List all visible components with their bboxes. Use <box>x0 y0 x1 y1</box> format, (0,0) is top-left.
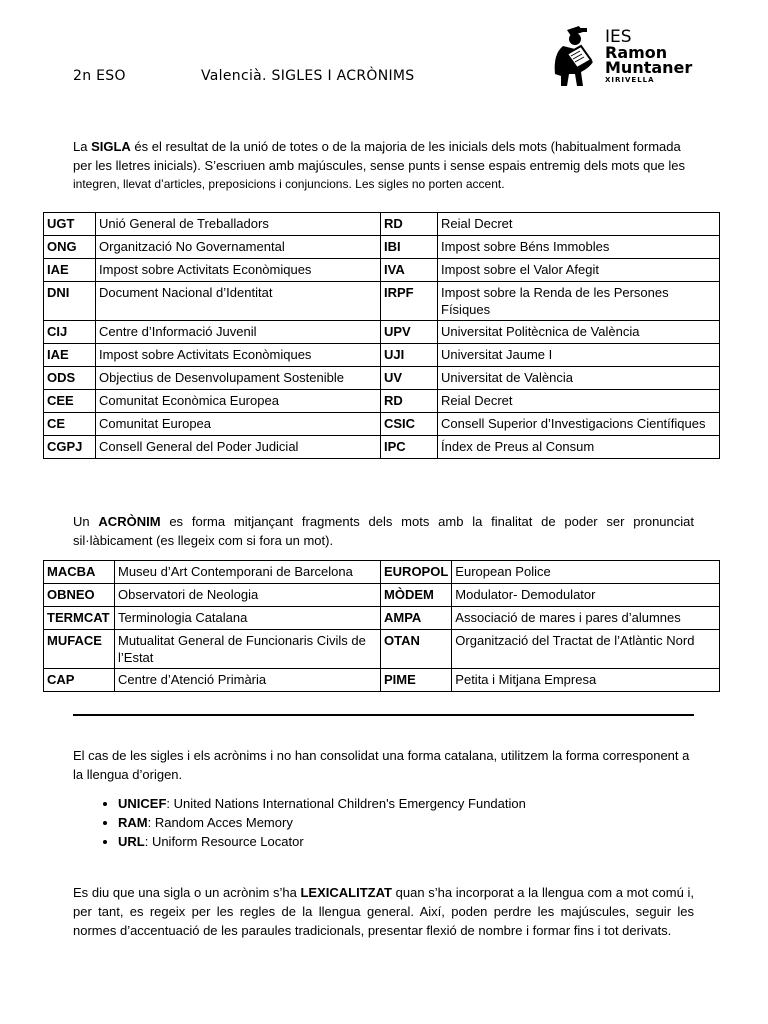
abbreviation-cell: CAP <box>44 669 115 692</box>
meaning-cell: Associació de mares i pares d’alumnes <box>452 607 720 630</box>
table-row <box>44 367 720 390</box>
lexicalitzat-term: LEXICALITZAT <box>300 885 392 900</box>
sigla-line1: és el resultat de la unió de totes o de la majoria de les inicials dels mots (habitualment formada <box>130 139 681 154</box>
table-row <box>44 282 720 321</box>
abbreviation-cell: IBI <box>381 236 438 259</box>
example-meaning: : United Nations International Children's Emergency Fundation <box>166 796 526 811</box>
table-row <box>44 413 720 436</box>
meaning-cell: Universitat de València <box>438 367 720 390</box>
abbreviation-cell: OTAN <box>381 630 452 669</box>
meaning-cell: Comunitat Econòmica Europea <box>96 390 381 413</box>
page-title: Valencià. SIGLES I ACRÒNIMS <box>201 68 415 84</box>
meaning-cell: European Police <box>452 561 720 584</box>
abbreviation-cell: UPV <box>381 321 438 344</box>
logo-line-ramon: Ramon <box>605 43 668 62</box>
meaning-cell: Centre d’Informació Juvenil <box>96 321 381 344</box>
table-row <box>44 213 720 236</box>
lexicalitzat-paragraph <box>73 883 694 940</box>
course-label: 2n ESO <box>73 68 126 84</box>
meaning-cell: Comunitat Europea <box>96 413 381 436</box>
table-row <box>44 321 720 344</box>
table-row <box>44 344 720 367</box>
meaning-cell: Reial Decret <box>438 213 720 236</box>
meaning-cell: Universitat Politècnica de València <box>438 321 720 344</box>
list-item <box>118 813 526 832</box>
lexicalitzat-pre: Es diu que una sigla o un acrònim s’ha <box>73 885 301 900</box>
abbreviation-cell: UJI <box>381 344 438 367</box>
sigla-line3: integren, llevat d’articles, preposicions i conjuncions. Les sigles no porten accent. <box>73 177 505 191</box>
meaning-cell: Organització No Governamental <box>96 236 381 259</box>
abbreviation-cell: IAE <box>44 344 96 367</box>
table-row <box>44 561 720 584</box>
list-item <box>118 794 526 813</box>
abbreviation-cell: IRPF <box>381 282 438 321</box>
meaning-cell: Terminologia Catalana <box>115 607 381 630</box>
abbreviation-cell: CSIC <box>381 413 438 436</box>
meaning-cell: Mutualitat General de Funcionaris Civils de l’Estat <box>115 630 381 669</box>
table-row <box>44 584 720 607</box>
meaning-cell: Document Nacional d’Identitat <box>96 282 381 321</box>
example-meaning: : Uniform Resource Locator <box>144 834 304 849</box>
abbreviation-cell: ODS <box>44 367 96 390</box>
meaning-cell: Índex de Preus al Consum <box>438 436 720 459</box>
sigles-table <box>43 212 720 459</box>
example-abbreviation: UNICEF <box>118 796 167 811</box>
foreign-note-line1: El cas de les sigles i els acrònims i no han consolidat una forma catalana, utilitzem la forma corresponent a <box>73 748 690 763</box>
acronim-term: ACRÒNIM <box>98 514 161 529</box>
table-row <box>44 436 720 459</box>
abbreviation-cell: IPC <box>381 436 438 459</box>
abbreviation-cell: CIJ <box>44 321 96 344</box>
sigla-definition <box>73 137 713 194</box>
table-row <box>44 607 720 630</box>
table-row <box>44 236 720 259</box>
school-logo <box>549 24 693 94</box>
sigla-term: SIGLA <box>91 139 131 154</box>
lexicalitzat-rest: quan s’ha incorporat a la llengua com a mot comú i, per tant, es regeix per les regles de la llengua general. Així, poden perdre les majúscules, seguir les normes d’accentuació de les paraules tradicionals, presentar flexió de nombre i formar fins i tot derivats. <box>73 885 694 938</box>
sigla-pre: La <box>73 139 92 154</box>
abbreviation-cell: TERMCAT <box>44 607 115 630</box>
example-meaning: : Random Acces Memory <box>147 815 293 830</box>
abbreviation-cell: RD <box>381 390 438 413</box>
abbreviation-cell: AMPA <box>381 607 452 630</box>
meaning-cell: Modulator- Demodulator <box>452 584 720 607</box>
abbreviation-cell: MUFACE <box>44 630 115 669</box>
meaning-cell: Consell General del Poder Judicial <box>96 436 381 459</box>
meaning-cell: Centre d’Atenció Primària <box>115 669 381 692</box>
table-row <box>44 259 720 282</box>
abbreviation-cell: PIME <box>381 669 452 692</box>
abbreviation-cell: OBNEO <box>44 584 115 607</box>
table-row <box>44 630 720 669</box>
abbreviation-cell: UGT <box>44 213 96 236</box>
logo-line-town: XIRIVELLA <box>605 76 655 84</box>
abbreviation-cell: RD <box>381 213 438 236</box>
meaning-cell: Impost sobre la Renda de les Persones Físiques <box>438 282 720 321</box>
meaning-cell: Observatori de Neologia <box>115 584 381 607</box>
sigla-line2: per les lletres inicials). S’escriuen amb majúscules, sense punts i sense espais entremig dels mots que les <box>73 158 686 173</box>
acronim-definition <box>73 512 694 550</box>
abbreviation-cell: MACBA <box>44 561 115 584</box>
abbreviation-cell: CEE <box>44 390 96 413</box>
acronim-rest: es forma mitjançant fragments dels mots amb la finalitat de poder ser pronunciat sil·làbicament (es llegeix com si fora un mot). <box>73 514 694 548</box>
example-abbreviation: URL <box>118 834 145 849</box>
meaning-cell: Organització del Tractat de l’Atlàntic Nord <box>452 630 720 669</box>
acronims-table <box>43 560 720 692</box>
meaning-cell: Impost sobre Activitats Econòmiques <box>96 344 381 367</box>
logo-line-muntaner: Muntaner <box>605 58 693 77</box>
meaning-cell: Objectius de Desenvolupament Sostenible <box>96 367 381 390</box>
meaning-cell: Reial Decret <box>438 390 720 413</box>
table-row <box>44 390 720 413</box>
abbreviation-cell: CE <box>44 413 96 436</box>
abbreviation-cell: IAE <box>44 259 96 282</box>
abbreviation-cell: IVA <box>381 259 438 282</box>
abbreviation-cell: CGPJ <box>44 436 96 459</box>
abbreviation-cell: EUROPOL <box>381 561 452 584</box>
example-abbreviation: RAM <box>118 815 148 830</box>
meaning-cell: Consell Superior d’Investigacions Científiques <box>438 413 720 436</box>
abbreviation-cell: UV <box>381 367 438 390</box>
meaning-cell: Unió General de Treballadors <box>96 213 381 236</box>
meaning-cell: Impost sobre Activitats Econòmiques <box>96 259 381 282</box>
meaning-cell: Impost sobre Béns Immobles <box>438 236 720 259</box>
foreign-note-line2: la llengua d’origen. <box>73 767 183 782</box>
logo-text <box>605 27 693 85</box>
meaning-cell: Impost sobre el Valor Afegit <box>438 259 720 282</box>
acronim-pre: Un <box>73 514 99 529</box>
foreign-note <box>73 746 703 784</box>
meaning-cell: Universitat Jaume I <box>438 344 720 367</box>
abbreviation-cell: ONG <box>44 236 96 259</box>
meaning-cell: Museu d’Art Contemporani de Barcelona <box>115 561 381 584</box>
section-divider <box>73 714 694 716</box>
table-row <box>44 669 720 692</box>
meaning-cell: Petita i Mitjana Empresa <box>452 669 720 692</box>
logo-line-ies: IES <box>605 27 632 47</box>
reader-figure-icon <box>549 24 605 90</box>
abbreviation-cell: MÒDEM <box>381 584 452 607</box>
foreign-examples-list <box>73 794 526 851</box>
list-item <box>118 832 526 851</box>
abbreviation-cell: DNI <box>44 282 96 321</box>
